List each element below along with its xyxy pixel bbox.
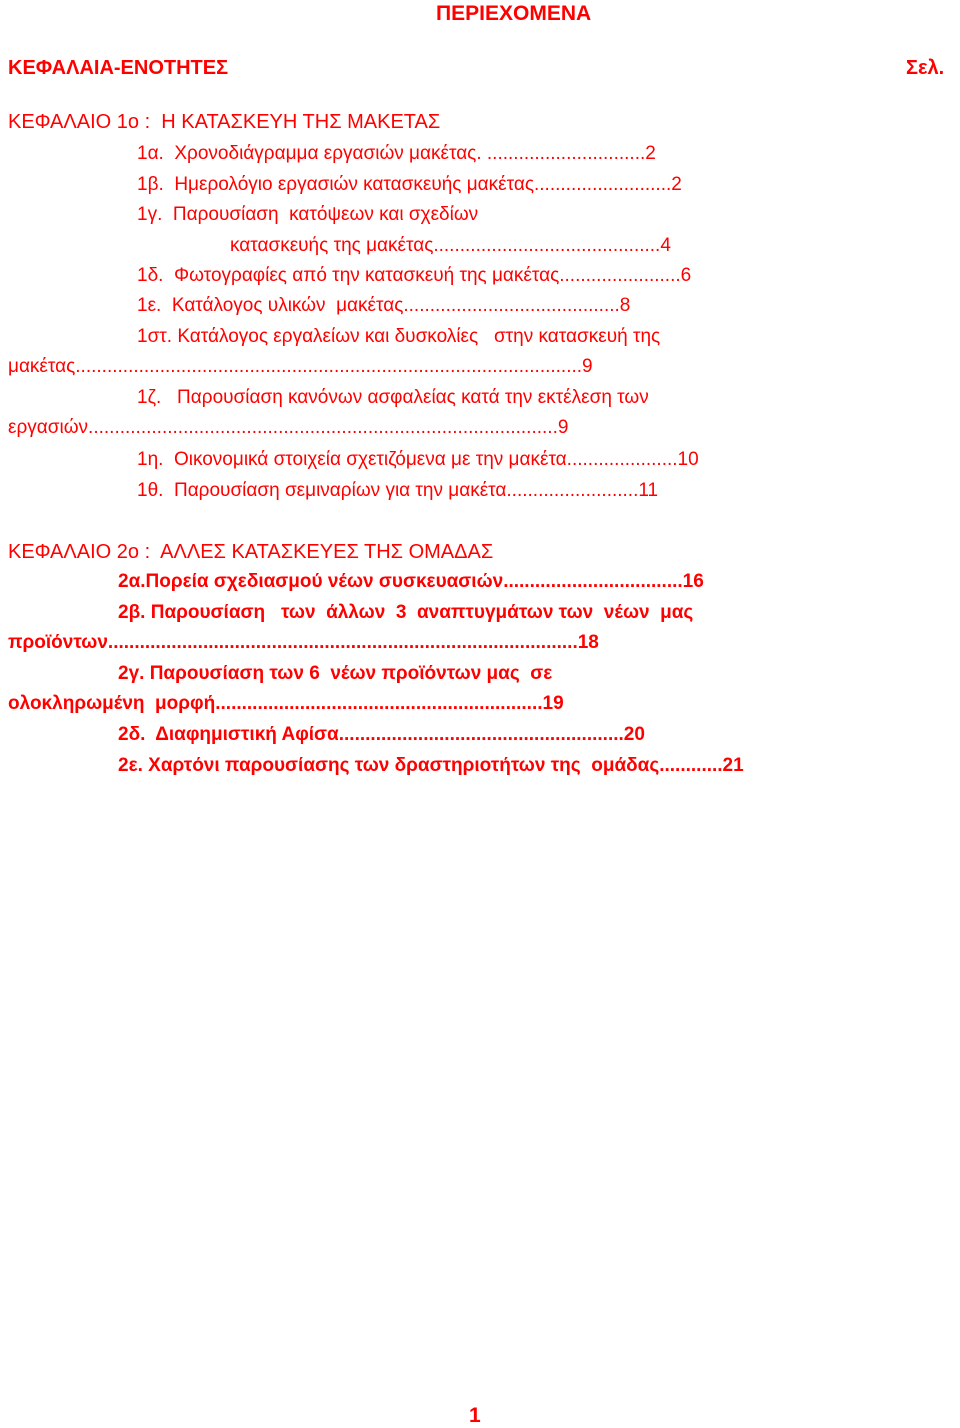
toc-entry-1b: 1β. Ημερολόγιο εργασιών κατασκευής μακέτας..........................2 (137, 174, 682, 195)
header-page-label: Σελ. (906, 57, 945, 79)
toc-entry-2c-cont: ολοκληρωμένη μορφή..............................................................19 (8, 693, 564, 714)
toc-entry-2c: 2γ. Παρουσίαση των 6 νέων προϊόντων μας σε (118, 663, 553, 684)
toc-entry-2d: 2δ. Διαφημιστική Αφίσα......................................................20 (118, 724, 645, 745)
toc-entry-1st-cont: μακέτας................................................................................................9 (8, 356, 593, 377)
toc-entry-2e: 2ε. Χαρτόνι παρουσίασης των δραστηριοτήτων της ομάδας............21 (118, 755, 744, 776)
toc-entry-1i: 1η. Οικονομικά στοιχεία σχετιζόμενα με την μακέτα.....................10 (137, 449, 699, 470)
header-chapters-sections: ΚΕΦΑΛΑΙΑ-ΕΝΟΤΗΤΕΣ (8, 57, 229, 79)
toc-entry-1th: 1θ. Παρουσίαση σεμιναρίων για την μακέτα.........................11 (137, 480, 659, 501)
toc-entry-1c-cont: κατασκευής της μακέτας...........................................4 (230, 235, 671, 256)
toc-entry-2b-cont: προϊόντων.........................................................................................18 (8, 632, 599, 653)
chapter-2-heading: ΚΕΦΑΛΑΙΟ 2ο : ΑΛΛΕΣ ΚΑΤΑΣΚΕΥΕΣ ΤΗΣ ΟΜΑΔΑΣ (8, 541, 494, 563)
toc-entry-1z: 1ζ. Παρουσίαση κανόνων ασφαλείας κατά την εκτέλεση των (137, 387, 649, 408)
toc-entry-1c: 1γ. Παρουσίαση κατόψεων και σχεδίων (137, 204, 479, 225)
toc-entry-1d: 1δ. Φωτογραφίες από την κατασκευή της μακέτας.......................6 (137, 265, 692, 286)
toc-entry-1e: 1ε. Κατάλογος υλικών μακέτας.........................................8 (137, 295, 631, 316)
toc-entry-2b: 2β. Παρουσίαση των άλλων 3 αναπτυγμάτων των νέων μας (118, 602, 694, 623)
toc-entry-1st: 1στ. Κατάλογος εργαλείων και δυσκολίες στην κατασκευή της (137, 326, 661, 347)
toc-entry-1a: 1α. Χρονοδιάγραμμα εργασιών μακέτας. ..............................2 (137, 143, 656, 164)
toc-entry-1z-cont: εργασιών.........................................................................................9 (8, 417, 569, 438)
page-title: ΠΕΡΙΕΧΟΜΕΝΑ (436, 2, 592, 25)
page-number: 1 (469, 1404, 481, 1427)
toc-entry-2a: 2α.Πορεία σχεδιασμού νέων συσκευασιών..................................16 (118, 571, 704, 592)
chapter-1-heading: ΚΕΦΑΛΑΙΟ 1ο : Η ΚΑΤΑΣΚΕΥΗ ΤΗΣ ΜΑΚΕΤΑΣ (8, 111, 441, 133)
